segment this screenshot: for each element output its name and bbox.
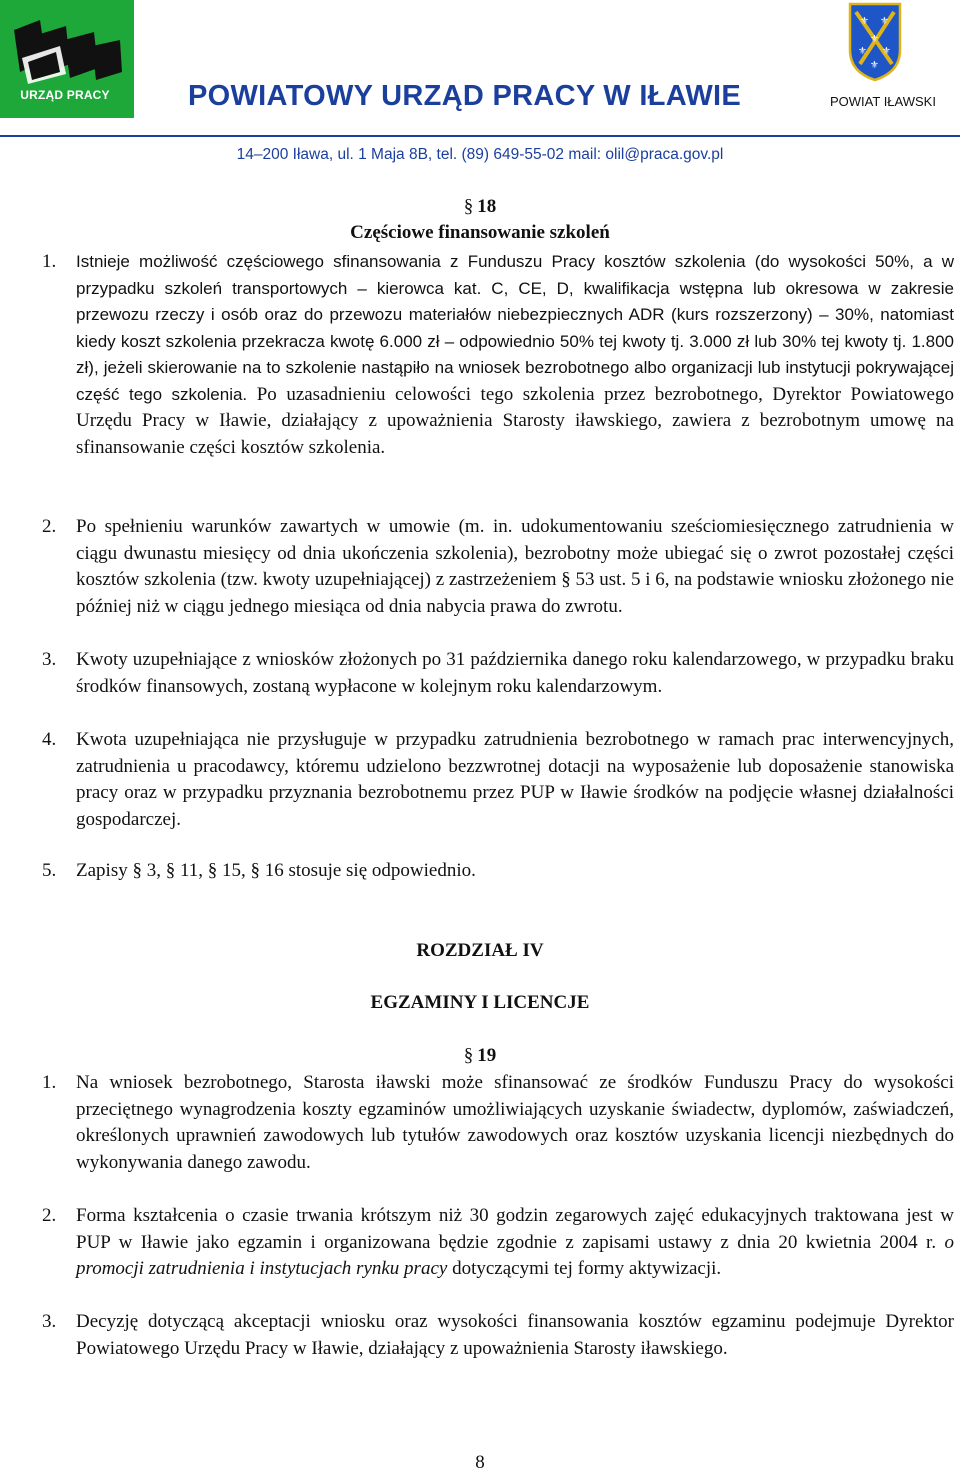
section-number: 19 — [477, 1045, 497, 1066]
section-19-number — [0, 1045, 960, 1067]
section-symbol: § — [463, 1045, 474, 1066]
item-number: 4. — [42, 729, 57, 750]
item-text: Kwota uzupełniająca nie przysługuje w przypadku zatrudnienia bezrobotnego w ramach prac interwencyjnych, zatrudnienia u pracodawcy, któremu udzielono bezzwrotnej dotacji na wyposażenie lub doposażenie stanowiska pracy oraz w przypadku przyznania bezrobotnemu przez PUP w Iławie środków na podjęcie własnej działalności gospodarczej. — [76, 729, 954, 830]
item-text — [76, 249, 954, 461]
page-number: 8 — [475, 1452, 485, 1473]
county-label: POWIAT IŁAWSKI — [830, 94, 936, 109]
item-text: Zapisy § 3, § 11, § 15, § 16 stosuje się odpowiednio. — [76, 860, 476, 881]
item-text: Na wniosek bezrobotnego, Starosta iławski może sfinansować ze środków Funduszu Pracy do wysokości przeciętnego wynagrodzenia koszty egzaminów umożliwiających uzyskanie świadectw, dyplomów, zaświadczeń, określonych uprawnień zawodowych lub tytułów zawodowych oraz kosztów uzyskania licencji niezbędnych do wykonywania danego zawodu. — [76, 1072, 954, 1173]
item-text-part: Forma kształcenia o czasie trwania krótszym niż 30 godzin zegarowych zajęć edukacyjnych traktowana jest w PUP w Iławie jako egzamin i organizowana będzie zgodnie z zapisami ustawy z dnia 20 kwietnia 2004 r. — [76, 1205, 954, 1253]
office-address: 14–200 Iława, ul. 1 Maja 8B, tel. (89) 649-55-02 mail: olil@praca.gov.pl — [236, 146, 724, 163]
act-title: o promocji zatrudnienia i instytucjach rynku pracy — [76, 1231, 954, 1279]
item-number: 2. — [42, 516, 57, 537]
svg-text:⚜: ⚜ — [858, 46, 867, 57]
chapter-title: ROZDZIAŁ IV — [416, 940, 544, 961]
section-number: 18 — [477, 196, 497, 217]
section-symbol: § — [463, 196, 474, 217]
svg-text:⚜: ⚜ — [880, 16, 889, 27]
logo-text: URZĄD PRACY — [20, 88, 110, 102]
letterhead — [0, 0, 960, 175]
header-divider — [0, 135, 960, 137]
svg-text:⚜: ⚜ — [860, 16, 869, 27]
office-title: POWIATOWY URZĄD PRACY W IŁAWIE — [188, 80, 742, 112]
item-text-part: dotyczącymi tej formy aktywizacji. — [447, 1258, 722, 1279]
item-text: Decyzję dotyczącą akceptacji wniosku oraz wysokości finansowania kosztów egzaminu podejmuje Dyrektor Powiatowego Urzędu Pracy w Iławie, działający z upoważnienia Starosty iławskiego. — [76, 1311, 954, 1359]
section-18-number — [0, 196, 960, 218]
item-text — [76, 1203, 954, 1283]
item-text-sans: Istnieje możliwość częściowego sfinansowania z Funduszu Pracy kosztów szkolenia (do wysokości 50%, a w przypadku szkoleń transportowych – kierowca kat. C, CE, D, kwalifikacja wstępna lub okresowa w zakresie przewozu rzeczy i osób oraz do przewozu materiałów niebezpiecznych ADR (kurs rozszerzony) – 30%, natomiast kiedy koszt szkolenia przekracza kwotę 6.000 zł – odpowiednio 50% tej kwoty tj. 3.000 zł lub 30% tej kwoty tj. 1.800 zł), jeżeli skierowanie na to szkolenie nastąpiło na wniosek bezrobotnego albo organizacji lub instytucji pokrywającej część tego szkolenia. — [76, 252, 954, 404]
item-number: 1. — [42, 251, 57, 272]
item-number: 1. — [42, 1072, 57, 1093]
svg-text:⚜: ⚜ — [870, 34, 879, 45]
item-number: 3. — [42, 649, 57, 670]
item-text: Po spełnieniu warunków zawartych w umowie (m. in. udokumentowaniu sześciomiesięcznego zatrudnienia w ciągu dwunastu miesięcy od dnia ukończenia szkolenia), bezrobotny może ubiegać się o zwrot pozostałej części kosztów szkolenia (tzw. kwoty uzupełniającej) z zastrzeżeniem § 53 ust. 5 i 6, na podstawie wniosku złożonego nie później niż w ciągu jednego miesiąca od dnia nabycia prawa do zwrotu. — [76, 516, 954, 617]
svg-text:⚜: ⚜ — [870, 60, 879, 71]
item-number: 5. — [42, 860, 57, 881]
svg-text:⚜: ⚜ — [882, 46, 891, 57]
coat-of-arms-icon — [848, 2, 902, 82]
item-number: 2. — [42, 1205, 57, 1226]
item-text-serif: Po uzasadnieniu celowości tego szkolenia przez bezrobotnego, Dyrektor Powiatowego Urzędu Pracy w Iławie, działający z upoważnienia Starosty iławskiego, zawiera z bezrobotnym umowę na sfinansowanie części kosztów szkolenia. — [76, 383, 954, 458]
section-18-heading: Częściowe finansowanie szkoleń — [350, 222, 610, 243]
item-text: Kwoty uzupełniające z wniosków złożonych po 31 października danego roku kalendarzowego, w przypadku braku środków finansowych, zostaną wypłacone w kolejnym roku kalendarzowym. — [76, 649, 954, 697]
item-number: 3. — [42, 1311, 57, 1332]
chapter-subtitle: EGZAMINY I LICENCJE — [370, 992, 590, 1013]
